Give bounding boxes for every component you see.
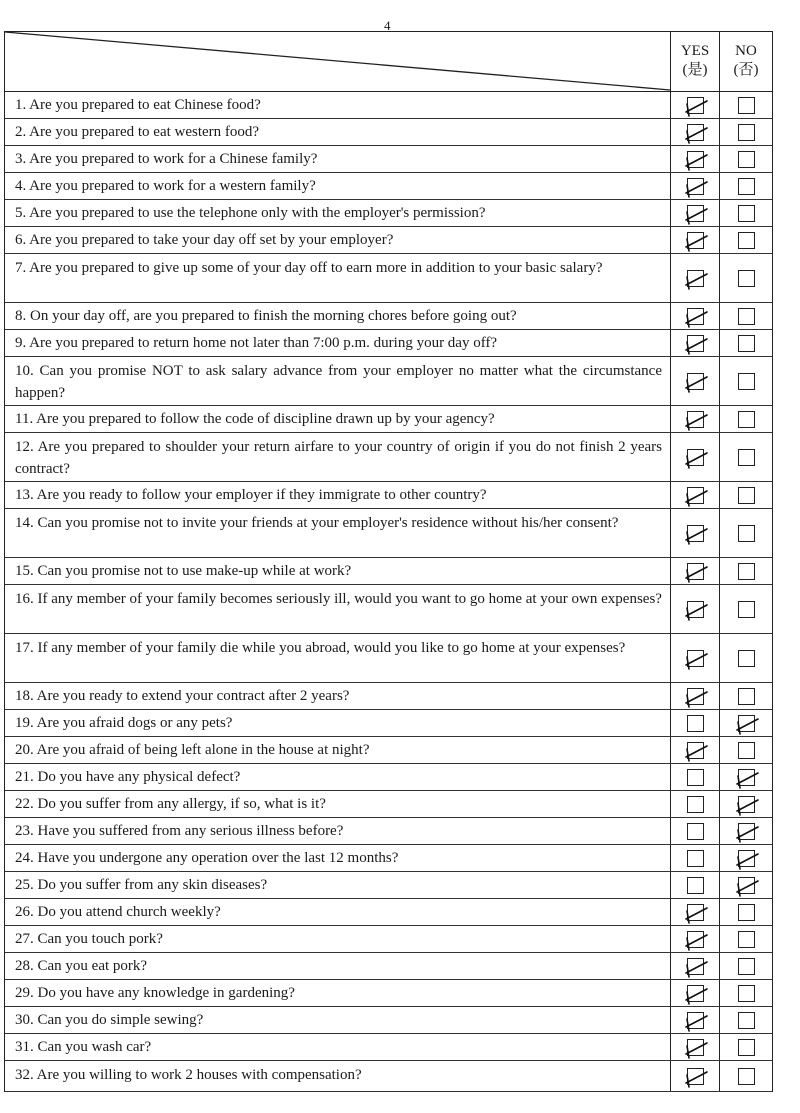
checkmark-icon (733, 872, 762, 901)
checkmark-icon (682, 683, 711, 712)
yes-cell (670, 303, 719, 329)
yes-checkbox[interactable] (687, 601, 704, 618)
yes-cell (670, 953, 719, 979)
question-text: 11. Are you prepared to follow the code of discipline drawn up by your agency? (15, 411, 495, 427)
no-checkbox[interactable] (738, 796, 755, 813)
yes-cell (670, 357, 719, 405)
no-cell (719, 482, 772, 508)
no-checkbox[interactable] (738, 270, 755, 287)
question-row (5, 92, 772, 119)
checkmark-icon (682, 926, 711, 955)
question-row (5, 953, 772, 980)
yes-cell (670, 899, 719, 925)
no-cell (719, 818, 772, 844)
question-text: 13. Are you ready to follow your employer if they immigrate to other country? (15, 487, 487, 503)
question-row (5, 482, 772, 509)
yes-cell (670, 146, 719, 172)
yes-checkbox[interactable] (687, 335, 704, 352)
yes-checkbox[interactable] (687, 270, 704, 287)
question-row (5, 227, 772, 254)
no-cell (719, 980, 772, 1006)
no-cell (719, 119, 772, 145)
no-cell (719, 585, 772, 633)
no-cell (719, 710, 772, 736)
no-checkbox[interactable] (738, 601, 755, 618)
no-cell (719, 737, 772, 763)
yes-checkbox[interactable] (687, 97, 704, 114)
question-row (5, 173, 772, 200)
no-cell (719, 330, 772, 356)
no-cell (719, 899, 772, 925)
question-text: 6. Are you prepared to take your day off set by your employer? (15, 232, 394, 248)
no-cell (719, 146, 772, 172)
no-checkbox[interactable] (738, 1039, 755, 1056)
no-column-header (719, 32, 772, 91)
question-row (5, 119, 772, 146)
checkmark-icon (682, 92, 711, 121)
no-checkbox[interactable] (738, 904, 755, 921)
no-cell (719, 1034, 772, 1060)
yes-label: YES (680, 43, 710, 59)
yes-checkbox[interactable] (687, 487, 704, 504)
question-text: 32. Are you willing to work 2 houses with compensation? (15, 1067, 362, 1083)
yes-cell (670, 254, 719, 302)
no-checkbox[interactable] (738, 877, 755, 894)
page-number: 4 (384, 18, 391, 33)
question-row (5, 1007, 772, 1034)
no-cell (719, 634, 772, 682)
yes-cell (670, 509, 719, 557)
checkmark-icon (682, 227, 711, 256)
question-text: 16. If any member of your family becomes seriously ill, would you want to go home at your own expenses? (15, 591, 662, 607)
no-cell (719, 764, 772, 790)
question-row (5, 330, 772, 357)
yes-cell (670, 433, 719, 481)
yes-cell (670, 764, 719, 790)
no-cell (719, 953, 772, 979)
yes-cell (670, 980, 719, 1006)
no-cell (719, 558, 772, 584)
yes-cell (670, 173, 719, 199)
checkmark-icon (682, 330, 711, 359)
no-checkbox[interactable] (738, 308, 755, 325)
question-text: 31. Can you wash car? (15, 1039, 152, 1055)
yes-cell (670, 791, 719, 817)
question-text: 3. Are you prepared to work for a Chinese family? (15, 151, 318, 167)
question-row (5, 585, 772, 634)
yes-checkbox[interactable] (687, 151, 704, 168)
question-row (5, 737, 772, 764)
question-row (5, 818, 772, 845)
no-cell (719, 92, 772, 118)
yes-checkbox[interactable] (687, 178, 704, 195)
question-row (5, 200, 772, 227)
table-header (5, 32, 772, 92)
no-cell (719, 926, 772, 952)
yes-cell (670, 845, 719, 871)
checkmark-icon (682, 645, 711, 674)
question-row (5, 558, 772, 585)
yes-checkbox[interactable] (687, 688, 704, 705)
no-checkbox[interactable] (738, 373, 755, 390)
no-cell (719, 406, 772, 432)
yes-cell (670, 1034, 719, 1060)
yes-cell (670, 710, 719, 736)
checkmark-icon (733, 791, 762, 820)
no-checkbox[interactable] (738, 232, 755, 249)
checkmark-icon (682, 596, 711, 625)
no-chinese-label: (否) (733, 62, 759, 78)
checkmark-icon (682, 980, 711, 1009)
question-text: 28. Can you eat pork? (15, 958, 148, 974)
yes-checkbox[interactable] (687, 985, 704, 1002)
question-text: 8. On your day off, are you prepared to finish the morning chores before going out? (15, 308, 517, 324)
questionnaire-table (4, 31, 773, 1092)
no-cell (719, 254, 772, 302)
yes-checkbox[interactable] (687, 232, 704, 249)
no-checkbox[interactable] (738, 97, 755, 114)
no-label: NO (735, 43, 757, 59)
yes-cell (670, 585, 719, 633)
yes-checkbox[interactable] (687, 769, 704, 786)
checkmark-icon (733, 764, 762, 793)
question-row (5, 710, 772, 737)
header-diagonal-line (5, 32, 670, 91)
yes-checkbox[interactable] (687, 1039, 704, 1056)
yes-checkbox[interactable] (687, 850, 704, 867)
no-checkbox[interactable] (738, 178, 755, 195)
no-checkbox[interactable] (738, 1068, 755, 1085)
yes-checkbox[interactable] (687, 124, 704, 141)
yes-checkbox[interactable] (687, 563, 704, 580)
question-text: 7. Are you prepared to give up some of your day off to earn more in addition to your basic salary? (15, 260, 603, 276)
question-row (5, 683, 772, 710)
question-text: 5. Are you prepared to use the telephone only with the employer's permission? (15, 205, 486, 221)
yes-cell (670, 330, 719, 356)
yes-checkbox[interactable] (687, 1012, 704, 1029)
no-cell (719, 845, 772, 871)
checkmark-icon (682, 899, 711, 928)
no-cell (719, 509, 772, 557)
checkmark-icon (733, 845, 762, 874)
question-row (5, 254, 772, 303)
no-checkbox[interactable] (738, 525, 755, 542)
question-text: 20. Are you afraid of being left alone in the house at night? (15, 742, 370, 758)
checkmark-icon (682, 737, 711, 766)
no-cell (719, 872, 772, 898)
checkmark-icon (682, 953, 711, 982)
yes-cell (670, 92, 719, 118)
no-checkbox[interactable] (738, 958, 755, 975)
question-text: 25. Do you suffer from any skin diseases? (15, 877, 268, 893)
question-row (5, 433, 772, 482)
no-checkbox[interactable] (738, 688, 755, 705)
question-text: 15. Can you promise not to use make-up while at work? (15, 563, 352, 579)
checkmark-icon (733, 818, 762, 847)
no-checkbox[interactable] (738, 742, 755, 759)
checkmark-icon (682, 368, 711, 397)
no-checkbox[interactable] (738, 931, 755, 948)
yes-cell (670, 872, 719, 898)
no-cell (719, 357, 772, 405)
yes-checkbox[interactable] (687, 796, 704, 813)
yes-checkbox[interactable] (687, 411, 704, 428)
question-text: 29. Do you have any knowledge in gardening? (15, 985, 295, 1001)
yes-cell (670, 683, 719, 709)
yes-checkbox[interactable] (687, 205, 704, 222)
yes-checkbox[interactable] (687, 931, 704, 948)
no-checkbox[interactable] (738, 205, 755, 222)
question-row (5, 634, 772, 683)
yes-checkbox[interactable] (687, 650, 704, 667)
no-checkbox[interactable] (738, 563, 755, 580)
yes-cell (670, 1007, 719, 1033)
question-row (5, 764, 772, 791)
checkmark-icon (682, 146, 711, 175)
yes-cell (670, 200, 719, 226)
question-text: 21. Do you have any physical defect? (15, 769, 241, 785)
yes-cell (670, 558, 719, 584)
yes-checkbox[interactable] (687, 373, 704, 390)
yes-checkbox[interactable] (687, 958, 704, 975)
question-row (5, 845, 772, 872)
no-checkbox[interactable] (738, 769, 755, 786)
yes-checkbox[interactable] (687, 823, 704, 840)
checkmark-icon (682, 303, 711, 332)
question-text: 1. Are you prepared to eat Chinese food? (15, 97, 261, 113)
yes-cell (670, 406, 719, 432)
no-checkbox[interactable] (738, 715, 755, 732)
yes-cell (670, 737, 719, 763)
no-checkbox[interactable] (738, 335, 755, 352)
question-row (5, 1061, 772, 1092)
yes-checkbox[interactable] (687, 449, 704, 466)
yes-checkbox[interactable] (687, 525, 704, 542)
checkmark-icon (682, 200, 711, 229)
yes-cell (670, 634, 719, 682)
question-text: 27. Can you touch pork? (15, 931, 163, 947)
question-text: 10. Can you promise NOT to ask salary advance from your employer no matter what the circumstance happen? (15, 363, 662, 401)
no-cell (719, 227, 772, 253)
no-checkbox[interactable] (738, 850, 755, 867)
no-cell (719, 1061, 772, 1091)
yes-cell (670, 482, 719, 508)
checkmark-icon (682, 119, 711, 148)
question-rows (5, 92, 772, 1092)
checkmark-icon (682, 406, 711, 435)
yes-checkbox[interactable] (687, 904, 704, 921)
yes-chinese-label: (是) (682, 62, 708, 78)
question-row (5, 791, 772, 818)
no-checkbox[interactable] (738, 124, 755, 141)
no-checkbox[interactable] (738, 650, 755, 667)
checkmark-icon (682, 1034, 711, 1063)
question-text: 24. Have you undergone any operation over the last 12 months? (15, 850, 399, 866)
no-cell (719, 791, 772, 817)
checkmark-icon (682, 1063, 711, 1092)
yes-checkbox[interactable] (687, 715, 704, 732)
no-cell (719, 1007, 772, 1033)
yes-checkbox[interactable] (687, 742, 704, 759)
question-text: 14. Can you promise not to invite your friends at your employer's residence without his/her consent? (15, 515, 619, 531)
question-text: 4. Are you prepared to work for a western family? (15, 178, 316, 194)
yes-cell (670, 818, 719, 844)
yes-cell (670, 227, 719, 253)
question-row (5, 872, 772, 899)
no-cell (719, 303, 772, 329)
checkmark-icon (682, 444, 711, 473)
question-row (5, 357, 772, 406)
question-text: 2. Are you prepared to eat western food? (15, 124, 260, 140)
question-row (5, 1034, 772, 1061)
yes-cell (670, 926, 719, 952)
question-row (5, 406, 772, 433)
yes-cell (670, 1061, 719, 1091)
yes-column-header (670, 32, 719, 91)
checkmark-icon (682, 1007, 711, 1036)
no-cell (719, 433, 772, 481)
question-row (5, 303, 772, 330)
question-text: 12. Are you prepared to shoulder your return airfare to your country of origin if you do not finish 2 years contract? (15, 439, 662, 477)
question-text: 22. Do you suffer from any allergy, if so, what is it? (15, 796, 326, 812)
question-row (5, 899, 772, 926)
yes-checkbox[interactable] (687, 877, 704, 894)
question-text: 9. Are you prepared to return home not later than 7:00 p.m. during your day off? (15, 335, 498, 351)
no-checkbox[interactable] (738, 1012, 755, 1029)
no-checkbox[interactable] (738, 449, 755, 466)
question-text: 17. If any member of your family die while you abroad, would you like to go home at your expenses? (15, 640, 626, 656)
question-text: 23. Have you suffered from any serious illness before? (15, 823, 344, 839)
question-row (5, 926, 772, 953)
no-cell (719, 200, 772, 226)
question-row (5, 980, 772, 1007)
question-text: 30. Can you do simple sewing? (15, 1012, 204, 1028)
no-checkbox[interactable] (738, 823, 755, 840)
yes-cell (670, 119, 719, 145)
yes-checkbox[interactable] (687, 1068, 704, 1085)
no-checkbox[interactable] (738, 985, 755, 1002)
no-cell (719, 683, 772, 709)
checkmark-icon (682, 520, 711, 549)
no-checkbox[interactable] (738, 487, 755, 504)
question-row (5, 146, 772, 173)
no-checkbox[interactable] (738, 411, 755, 428)
no-checkbox[interactable] (738, 151, 755, 168)
yes-checkbox[interactable] (687, 308, 704, 325)
question-row (5, 509, 772, 558)
checkmark-icon (733, 710, 762, 739)
question-text: 19. Are you afraid dogs or any pets? (15, 715, 233, 731)
question-text: 18. Are you ready to extend your contract after 2 years? (15, 688, 350, 704)
no-cell (719, 173, 772, 199)
checkmark-icon (682, 558, 711, 587)
checkmark-icon (682, 173, 711, 202)
question-text: 26. Do you attend church weekly? (15, 904, 221, 920)
checkmark-icon (682, 265, 711, 294)
checkmark-icon (682, 482, 711, 511)
